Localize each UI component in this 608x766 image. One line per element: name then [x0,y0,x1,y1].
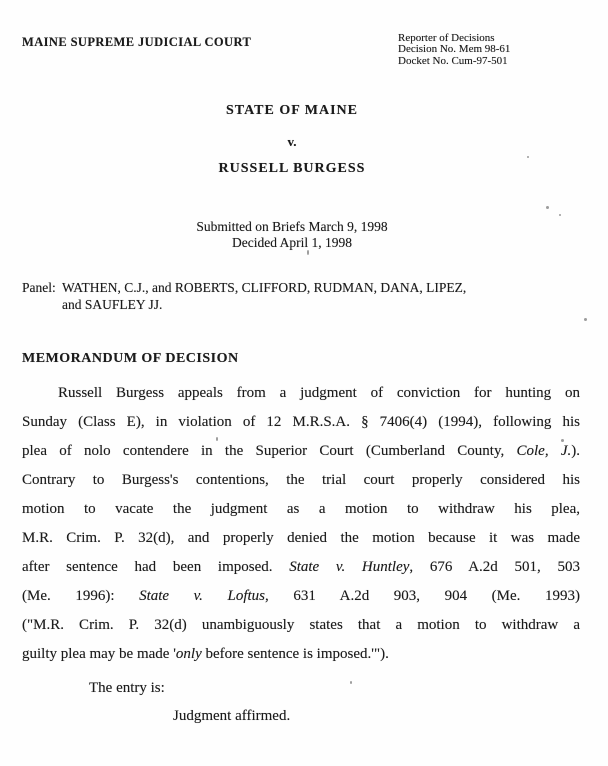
docket-number-line: Docket No. Cum-97-501 [398,54,508,67]
paragraph-line [22,495,580,524]
decision-number-line: Decision No. Mem 98-61 [398,43,511,56]
panel-justices-line1: WATHEN, C.J., and ROBERTS, CLIFFORD, RUDMAN, DANA, LIPEZ, [62,280,467,295]
paragraph-text: guilty plea may be made ' [22,646,176,662]
paragraph-text: before sentence is imposed.'"). [201,646,389,662]
panel-justices [62,280,466,313]
entry-lead: The entry is: [89,680,165,696]
paragraph-text: , 631 A.2d 903, 904 (Me. 1993) [265,588,580,604]
paragraph-text: Russell Burgess appeals from a judgment of conviction for hunting on [58,385,580,401]
panel-label: Panel: [22,280,56,295]
paragraph-text: , 676 A.2d 501, 503 [409,559,580,575]
paragraph-line [22,553,580,582]
scan-speck [584,318,587,321]
memorandum-heading: MEMORANDUM OF DECISION [22,351,239,366]
paragraph-text: plea of nolo contendere in the Superior Court (Cumberland County, [22,443,517,459]
judgment-line: Judgment affirmed. [173,708,291,724]
opinion-paragraph [22,379,580,669]
italic-citation-text: State v. Loftus [139,588,266,604]
submitted-line: Submitted on Briefs March 9, 1998 [196,219,388,234]
paragraph-line [22,582,580,611]
paragraph-line [22,640,580,669]
versus-label: v. [287,134,297,149]
decided-line: Decided April 1, 1998 [232,234,352,250]
paragraph-text: ). [571,443,580,459]
italic-citation-text: Cole, J. [516,443,572,459]
paragraph-text: (Me. 1996): [22,588,140,604]
scan-speck [350,681,352,684]
scan-speck [216,437,218,441]
italic-citation-text: only [175,646,202,662]
paragraph-text: after sentence had been imposed. [22,559,290,575]
paragraph-text: M.R. Crim. P. 32(d), and properly denied the motion because it was made [22,530,580,546]
panel-justices-line2: and SAUFLEY JJ. [62,296,163,312]
scan-speck [546,206,549,209]
reporter-of-decisions-line: Reporter of Decisions [398,32,495,44]
defendant-name: RUSSELL BURGESS [218,161,366,176]
paragraph-line [22,379,580,408]
paragraph-line [22,437,580,466]
italic-citation-text: State v. Huntley [289,559,410,575]
scan-speck [527,156,529,158]
scan-speck [561,439,564,442]
paragraph-text: motion to vacate the judgment as a motion to withdraw his plea, [22,501,580,517]
paragraph-line [22,524,580,553]
paragraph-text: Sunday (Class E), in violation of 12 M.R.S.A. § 7406(4) (1994), following his [22,414,580,430]
panel-block [22,280,580,313]
plaintiff-name: STATE OF MAINE [226,103,358,118]
scan-speck [559,214,561,216]
paragraph-text: Contrary to Burgess's contentions, the trial court properly considered his [22,472,580,488]
court-name: MAINE SUPREME JUDICIAL COURT [22,35,252,49]
paragraph-line [22,466,580,495]
paragraph-line [22,408,580,437]
paragraph-text: ("M.R. Crim. P. 32(d) unambiguously states that a motion to withdraw a [22,617,580,633]
paragraph-line [22,611,580,640]
reporter-block [398,33,510,67]
dates-block [0,219,584,250]
scan-speck [307,250,309,255]
